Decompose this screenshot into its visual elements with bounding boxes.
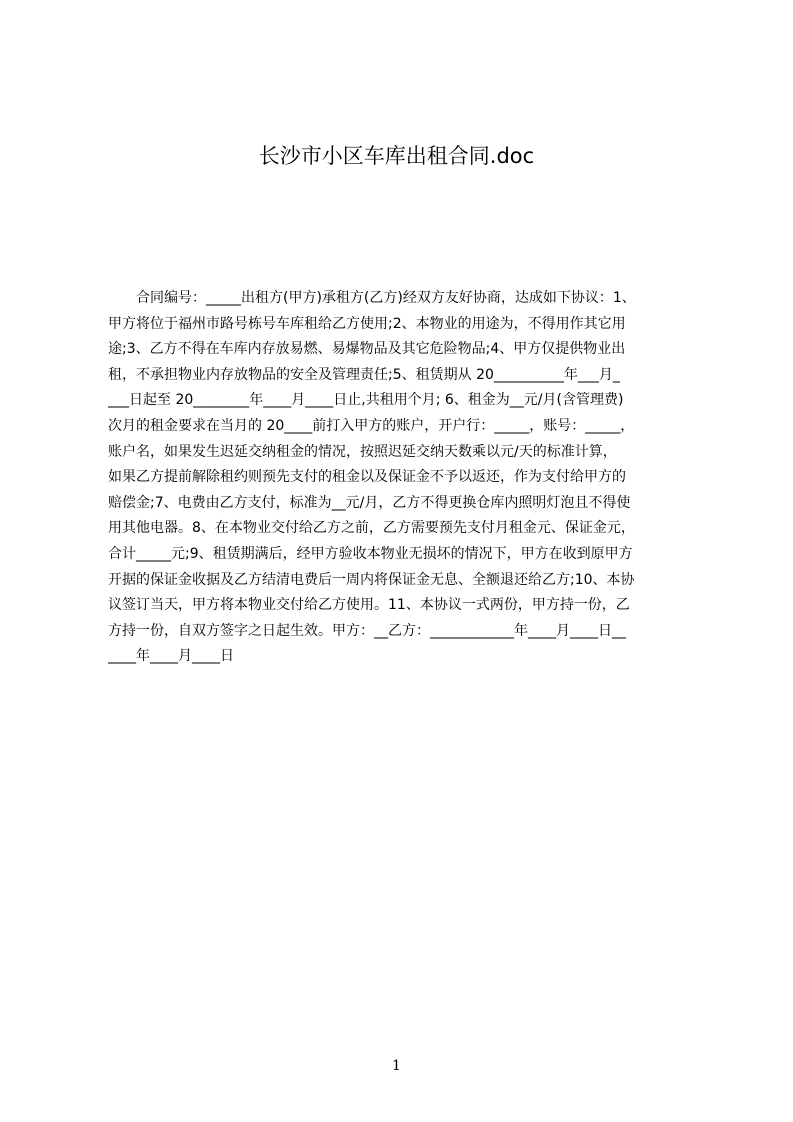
- body-line: 账户名，如果发生迟延交纳租金的情况，按照迟延交纳天数乘以元/天的标准计算，: [108, 443, 617, 460]
- body-line: 途;3、乙方不得在车库内存放易燃、易爆物品及其它危险物品;4、甲方仅提供物业出: [108, 341, 626, 358]
- body-line: 如果乙方提前解除租约则预先支付的租金以及保证金不予以返还，作为支付给甲方的: [108, 469, 626, 486]
- body-line: 甲方将位于福州市路号栋号车库租给乙方使用;2、本物业的用途为，不得用作其它用: [108, 315, 626, 332]
- body-line: 租，不承担物业内存放物品的安全及管理责任;5、租赁期从 20__________年___月_: [108, 366, 620, 383]
- page-number: 1: [392, 1058, 401, 1074]
- body-line: 方持一份，自双方签字之日起生效。甲方：__乙方：____________年____月____日__: [108, 622, 626, 639]
- body-line: ____年____月____日: [108, 648, 234, 665]
- body-line: 合计_____元;9、租赁期满后，经甲方验收本物业无损坏的情况下，甲方在收到原甲方: [108, 545, 633, 562]
- body-line: 用其他电器。8、在本物业交付给乙方之前，乙方需要预先支付月租金元、保证金元，: [108, 520, 635, 537]
- body-line: 合同编号：_____出租方(甲方)承租方(乙方)经双方友好协商，达成如下协议：1、: [108, 290, 636, 306]
- body-line: 赔偿金;7、电费由乙方支付，标准为__元/月，乙方不得更换仓库内照明灯泡且不得使: [108, 494, 631, 511]
- contract-body: [108, 286, 702, 670]
- body-line: 开据的保证金收据及乙方结清电费后一周内将保证金无息、全额退还给乙方;10、本协: [108, 571, 635, 588]
- body-line: 次月的租金要求在当月的 20____前打入甲方的账户，开户行：_____，账号：_____，: [108, 417, 635, 434]
- document-title: 长沙市小区车库出租合同.doc: [258, 144, 535, 168]
- body-line: 议签订当天，甲方将本物业交付给乙方使用。11、本协议一式两份，甲方持一份，乙: [108, 597, 630, 614]
- body-line: ___日起至 20________年____月____日止,共租用个月; 6、租金为__元/月(含管理费): [108, 392, 624, 409]
